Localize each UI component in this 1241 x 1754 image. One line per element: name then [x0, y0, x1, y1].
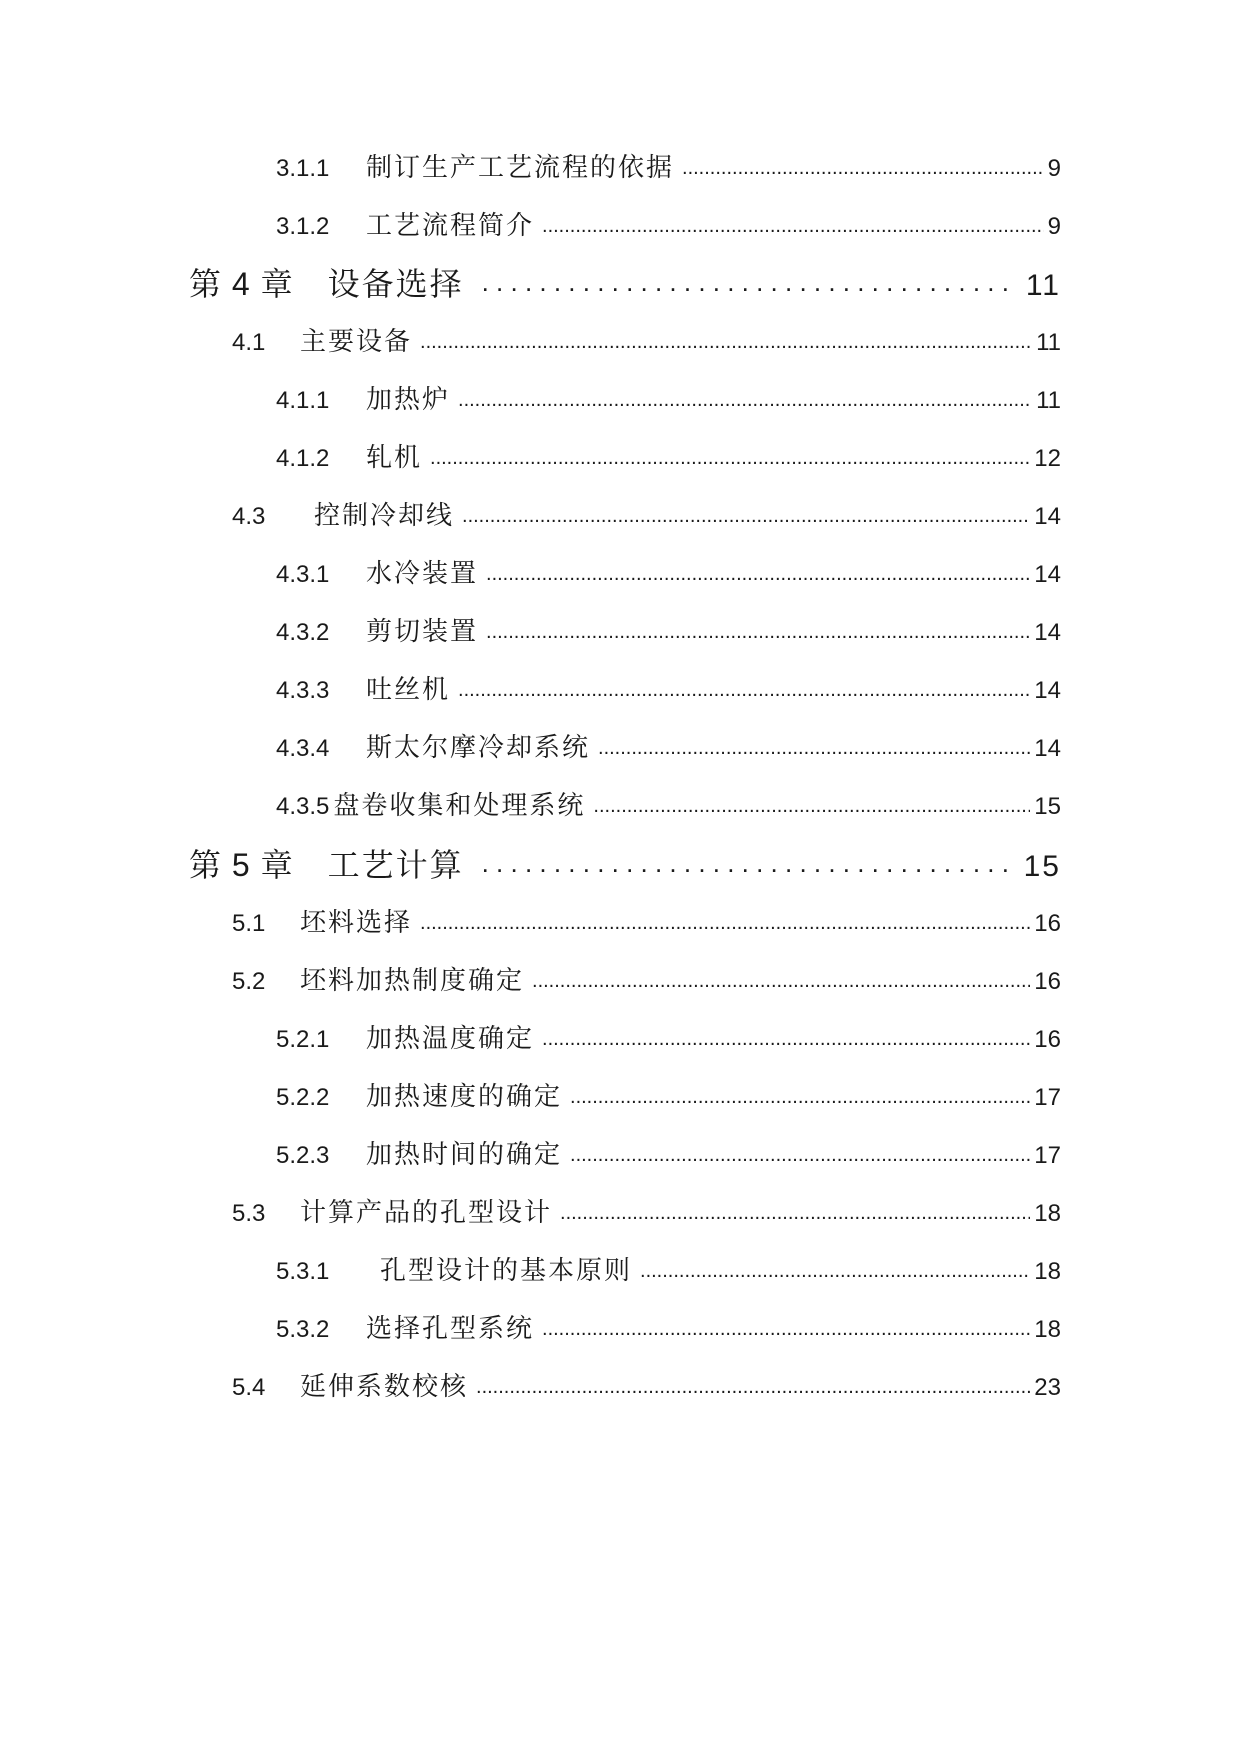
toc-number: 4.3.3 [276, 677, 330, 704]
toc-leader [486, 563, 1030, 586]
toc-title: 制订生产工艺流程的依据 [366, 153, 675, 183]
toc-entry-5-3-2[interactable] [276, 1308, 1061, 1345]
toc-title: 剪切装置 [366, 617, 479, 647]
toc-page-number: 16 [1034, 968, 1061, 995]
toc-leader [570, 1086, 1030, 1109]
toc-entry-5-2[interactable] [232, 960, 1061, 997]
toc-entry-4-3[interactable] [232, 495, 1061, 532]
toc-title: 主要设备 [300, 327, 413, 357]
toc-title: 加热温度确定 [366, 1024, 535, 1054]
toc-title: 吐丝机 [366, 675, 451, 705]
toc-title: 坯料加热制度确定 [300, 966, 525, 996]
toc-title: 盘卷收集和处理系统 [333, 791, 586, 821]
toc-leader [542, 1318, 1030, 1341]
toc-leader [462, 505, 1030, 528]
toc-number: 5.3.1 [276, 1258, 330, 1285]
toc-chapter-number: 第 5 章 [189, 847, 294, 883]
toc-entry-4-3-2[interactable] [276, 611, 1061, 648]
toc-entry-5-2-1[interactable] [276, 1018, 1061, 1055]
toc-leader [560, 1202, 1030, 1225]
toc-leader [430, 447, 1030, 470]
toc-number: 5.2.3 [276, 1142, 330, 1169]
toc-entry-5-1[interactable] [232, 902, 1061, 939]
toc-title: 加热速度的确定 [366, 1082, 563, 1112]
toc-title: 控制冷却线 [314, 501, 455, 531]
toc-title: 斯太尔摩冷却系统 [366, 733, 591, 763]
toc-page-number: 9 [1047, 155, 1061, 182]
toc-entry-4-3-5[interactable] [276, 785, 1061, 822]
toc-chapter-title: 工艺计算 [327, 846, 464, 884]
toc-entry-4-3-4[interactable] [276, 727, 1061, 764]
toc-entry-4-1[interactable] [232, 321, 1061, 358]
toc-entry-5-2-3[interactable] [276, 1134, 1061, 1171]
toc-page-number: 14 [1034, 561, 1061, 588]
toc-page-number: 14 [1034, 503, 1061, 530]
toc-page-number: 17 [1034, 1142, 1061, 1169]
toc-leader [570, 1144, 1030, 1167]
toc-number: 5.1 [232, 910, 266, 937]
toc-number: 5.3.2 [276, 1316, 330, 1343]
toc-page-number: 14 [1034, 677, 1061, 704]
toc-entry-4-1-1[interactable] [276, 379, 1061, 416]
toc-leader [482, 848, 1016, 879]
toc-page-number: 12 [1034, 445, 1061, 472]
toc-number: 4.3.1 [276, 561, 330, 588]
toc-page-number: 14 [1034, 619, 1061, 646]
toc-leader [682, 157, 1044, 180]
toc-page-number: 18 [1034, 1258, 1061, 1285]
toc-page-number: 16 [1034, 910, 1061, 937]
toc-entry-4-1-2[interactable] [276, 437, 1061, 474]
toc-chapter-title: 设备选择 [327, 265, 464, 303]
toc-title: 选择孔型系统 [366, 1314, 535, 1344]
toc-page-number: 23 [1034, 1374, 1061, 1401]
toc-leader [598, 737, 1030, 760]
toc-page-number: 17 [1034, 1084, 1061, 1111]
toc-number: 4.3.4 [276, 735, 330, 762]
toc-page-number: 16 [1034, 1026, 1061, 1053]
toc-chapter-5[interactable] [189, 840, 1061, 886]
toc-page-number: 15 [1034, 793, 1061, 820]
toc-page-number: 15 [1023, 850, 1061, 883]
toc-page-number: 18 [1034, 1316, 1061, 1343]
toc-page-number: 14 [1034, 735, 1061, 762]
toc-leader [458, 389, 1032, 412]
toc-page-number: 9 [1047, 213, 1061, 240]
toc-leader [542, 215, 1044, 238]
toc-number: 4.3.2 [276, 619, 330, 646]
toc-number: 4.3.5 [276, 793, 330, 820]
toc-leader [640, 1260, 1030, 1283]
toc-title: 延伸系数校核 [300, 1372, 469, 1402]
toc-entry-5-3-1[interactable] [276, 1250, 1061, 1287]
toc-title: 坯料选择 [300, 908, 413, 938]
toc-chapter-4[interactable] [189, 259, 1061, 305]
toc-page-number: 18 [1034, 1200, 1061, 1227]
toc-entry-5-4[interactable] [232, 1366, 1061, 1403]
toc-title: 轧机 [366, 443, 423, 473]
toc-leader [486, 621, 1030, 644]
toc-leader [420, 331, 1032, 354]
toc-entry-5-2-2[interactable] [276, 1076, 1061, 1113]
toc-number: 4.1 [232, 329, 266, 356]
toc-leader [420, 912, 1030, 935]
toc-entry-3-1-2[interactable] [276, 205, 1061, 242]
toc-entry-4-3-3[interactable] [276, 669, 1061, 706]
toc-title: 水冷装置 [366, 559, 479, 589]
toc-leader [593, 795, 1030, 818]
toc-page-number: 11 [1025, 269, 1061, 302]
toc-title: 计算产品的孔型设计 [300, 1198, 553, 1228]
toc-number: 5.3 [232, 1200, 266, 1227]
toc-page-number: 11 [1036, 387, 1061, 414]
toc-leader [532, 970, 1030, 993]
toc-chapter-number: 第 4 章 [189, 266, 294, 302]
toc-page-number: 11 [1036, 329, 1061, 356]
toc-title: 加热炉 [366, 385, 451, 415]
toc-number: 5.4 [232, 1374, 266, 1401]
toc-number: 4.1.1 [276, 387, 330, 414]
toc-title: 孔型设计的基本原则 [380, 1256, 633, 1286]
toc-leader [458, 679, 1030, 702]
toc-title: 加热时间的确定 [366, 1140, 563, 1170]
toc-number: 4.3 [232, 503, 266, 530]
toc-leader [542, 1028, 1030, 1051]
toc-number: 3.1.1 [276, 155, 330, 182]
toc-number: 3.1.2 [276, 213, 330, 240]
toc-number: 5.2.1 [276, 1026, 330, 1053]
toc-leader [476, 1376, 1030, 1399]
toc-entry-5-3[interactable] [232, 1192, 1061, 1229]
toc-number: 5.2 [232, 968, 266, 995]
toc-entry-3-1-1[interactable] [276, 147, 1061, 184]
toc-number: 4.1.2 [276, 445, 330, 472]
toc-entry-4-3-1[interactable] [276, 553, 1061, 590]
toc-leader [482, 267, 1018, 298]
toc-title: 工艺流程简介 [366, 211, 535, 241]
toc-number: 5.2.2 [276, 1084, 330, 1111]
